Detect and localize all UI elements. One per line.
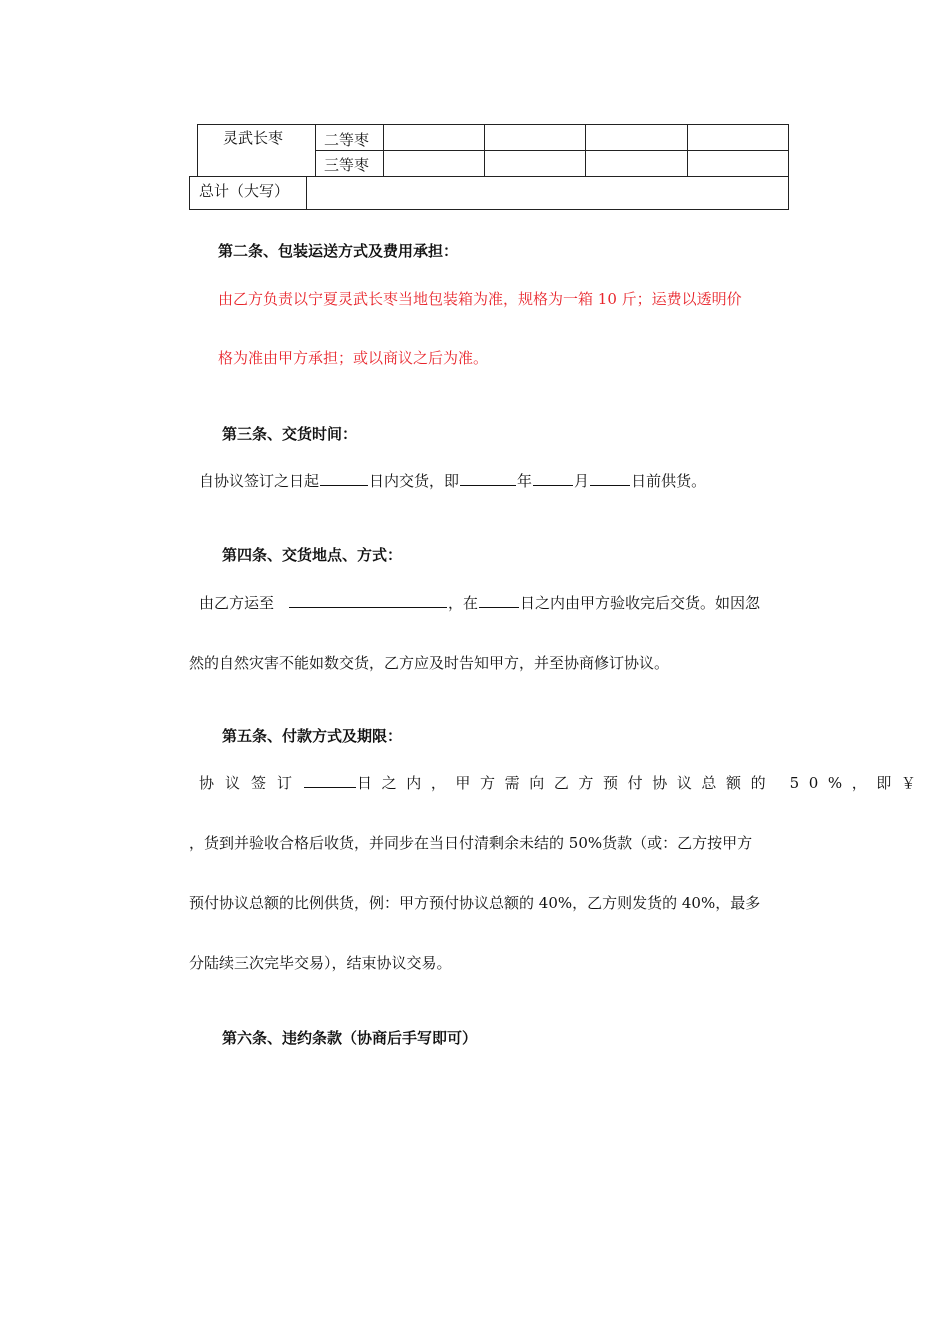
article-5-line-1: [199, 772, 926, 793]
year-blank[interactable]: [460, 471, 516, 486]
payment-days-blank[interactable]: [304, 773, 356, 788]
article-2-title: 第二条、包装运送方式及费用承担：: [218, 242, 459, 260]
article-5-line-2: ，货到并验收合格后收货，并同步在当日付清剩余未结的 50%货款（或：乙方按甲方: [189, 834, 753, 852]
article-2-line-2: 格为准由甲方承担；或以商议之后为准。: [218, 349, 489, 367]
article-3-text-4: 月: [574, 472, 590, 490]
table-total-label: 总计（大写）: [199, 182, 290, 200]
article-2-line-1: 由乙方负责以宁夏灵武长枣当地包装箱为准，规格为一箱 10 斤；运费以透明价: [218, 290, 742, 308]
article-5-text-1: 协议签订: [199, 774, 304, 792]
day-blank[interactable]: [590, 471, 630, 486]
table-grade-2-cell: 二等枣: [324, 131, 370, 149]
article-3-text-1: 自协议签订之日起: [199, 472, 320, 490]
article-3-text-3: 年: [517, 472, 533, 490]
article-4-line-2: 然的自然灾害不能如数交货，乙方应及时告知甲方，并至协商修订协议。: [189, 654, 670, 672]
article-3-text-5: 日前供货。: [631, 472, 707, 490]
article-4-line-1: [199, 592, 760, 613]
article-5-line-4: 分陆续三次完毕交易），结束协议交易。: [189, 954, 452, 972]
article-3-body: [199, 470, 706, 491]
table-product-cell: 灵武长枣: [223, 129, 284, 147]
article-5-title: 第五条、付款方式及期限：: [222, 727, 403, 745]
article-4-text-3: 日之内由甲方验收完后交货。如因忽: [520, 594, 761, 612]
article-5-line-3: 预付协议总额的比例供货，例：甲方预付协议总额的 40%，乙方则发货的 40%，最多: [189, 894, 761, 912]
month-blank[interactable]: [533, 471, 573, 486]
location-blank[interactable]: [289, 593, 447, 608]
article-4-text-2: ，在: [448, 594, 479, 612]
inspection-days-blank[interactable]: [479, 593, 519, 608]
article-4-text-1: 由乙方运至: [199, 594, 275, 612]
article-3-title: 第三条、交货时间：: [222, 425, 358, 443]
article-6-title: 第六条、违约条款（协商后手写即可）: [222, 1029, 478, 1047]
article-5-text-2: 日之内，甲方需向乙方预付协议总额的 50%，即￥: [357, 774, 926, 792]
table-grade-3-cell: 三等枣: [324, 156, 370, 174]
days-blank[interactable]: [320, 471, 368, 486]
article-3-text-2: 日内交货，即: [369, 472, 460, 490]
article-4-title: 第四条、交货地点、方式：: [222, 546, 403, 564]
